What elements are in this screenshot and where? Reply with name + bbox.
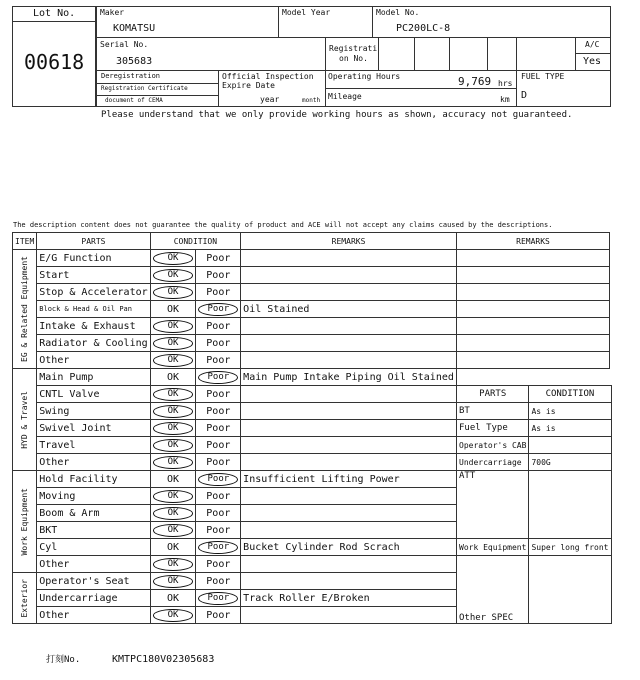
mileage-label: Mileage xyxy=(328,92,362,101)
condition-poor xyxy=(196,522,241,539)
ok-selected-mark: OK xyxy=(153,558,194,571)
table-row xyxy=(13,607,457,624)
part-name: BKT xyxy=(37,522,150,539)
serial-label: Serial No. xyxy=(100,40,149,49)
table-row xyxy=(13,335,457,352)
condition-poor xyxy=(196,420,241,437)
condition-poor xyxy=(196,352,241,369)
condition-poor xyxy=(196,301,241,318)
remark xyxy=(241,250,457,267)
remark xyxy=(241,420,457,437)
blank-row xyxy=(457,267,610,284)
ac-label: A/C xyxy=(585,40,600,49)
table-row xyxy=(13,301,457,318)
condition-poor xyxy=(196,335,241,352)
part-name: Swivel Joint xyxy=(37,420,150,437)
condition-ok xyxy=(150,573,196,590)
part-name: Swing xyxy=(37,403,150,420)
side-row xyxy=(457,471,612,539)
blank-row xyxy=(457,250,610,267)
poor-option: Poor xyxy=(206,456,231,468)
condition-ok xyxy=(150,284,196,301)
part-name: Other xyxy=(37,352,150,369)
condition-poor xyxy=(196,488,241,505)
condition-poor xyxy=(196,590,241,607)
part-name: Other xyxy=(37,607,150,624)
fuel-type-value: D xyxy=(521,90,528,101)
condition-ok xyxy=(150,488,196,505)
poor-option: Poor xyxy=(206,507,231,519)
side-part: Fuel Type xyxy=(457,420,529,437)
condition-poor xyxy=(196,505,241,522)
blank-row xyxy=(457,352,610,369)
group-label: HYD & Travel xyxy=(20,390,30,449)
registration-label-1: Registrati xyxy=(329,44,378,53)
remark xyxy=(241,488,457,505)
header-item: ITEM xyxy=(13,233,37,250)
side-part: BT xyxy=(457,403,529,420)
ok-selected-mark: OK xyxy=(153,252,194,265)
remark xyxy=(241,454,457,471)
condition-poor xyxy=(196,573,241,590)
condition-ok xyxy=(150,437,196,454)
remark xyxy=(241,573,457,590)
remark xyxy=(241,267,457,284)
poor-selected-mark: Poor xyxy=(198,473,238,486)
table-row xyxy=(13,573,457,590)
condition-poor xyxy=(196,250,241,267)
poor-option: Poor xyxy=(206,558,231,570)
part-name: Block & Head & Oil Pan xyxy=(37,301,150,318)
condition-ok xyxy=(150,335,196,352)
condition-ok xyxy=(150,267,196,284)
table-row xyxy=(13,539,457,556)
ok-option: OK xyxy=(167,303,180,315)
part-name: Other xyxy=(37,454,150,471)
blank-row xyxy=(457,284,610,301)
lot-label: Lot No. xyxy=(33,8,76,19)
poor-selected-mark: Poor xyxy=(198,371,238,384)
condition-poor xyxy=(196,437,241,454)
part-name: Hold Facility xyxy=(37,471,150,488)
operating-hours-value: 9,769 xyxy=(458,75,492,88)
condition-ok xyxy=(150,471,196,488)
part-name: Intake & Exhaust xyxy=(37,318,150,335)
stamp-label: 打刻No. xyxy=(46,655,81,665)
blank-cell xyxy=(457,352,610,369)
condition-ok xyxy=(150,250,196,267)
condition-poor xyxy=(196,369,241,386)
blank-cell xyxy=(457,284,610,301)
condition-poor xyxy=(196,403,241,420)
blank-cell xyxy=(457,335,610,352)
condition-poor xyxy=(196,284,241,301)
blank-cell xyxy=(457,318,610,335)
table-row xyxy=(13,522,457,539)
header-remarks: REMARKS xyxy=(241,233,457,250)
condition-poor xyxy=(196,267,241,284)
condition-poor xyxy=(196,318,241,335)
condition-poor xyxy=(196,539,241,556)
blank-row xyxy=(457,335,610,352)
condition-poor xyxy=(196,471,241,488)
side-row xyxy=(457,420,612,437)
side-condition: As is xyxy=(529,403,611,420)
side-part: Operator's CAB xyxy=(457,437,529,454)
remark: Main Pump Intake Piping Oil Stained xyxy=(241,369,457,386)
year-label: year xyxy=(260,95,280,104)
remark xyxy=(241,318,457,335)
table-row xyxy=(13,352,457,369)
side-part: Other SPEC xyxy=(457,556,529,624)
ok-selected-mark: OK xyxy=(153,456,194,469)
part-name: Cyl xyxy=(37,539,150,556)
table-row xyxy=(13,267,457,284)
part-name: E/G Function xyxy=(37,250,150,267)
remark xyxy=(241,556,457,573)
side-condition xyxy=(529,437,611,454)
table-row xyxy=(13,556,457,573)
side-row xyxy=(457,454,612,471)
condition-ok xyxy=(150,607,196,624)
side-condition xyxy=(529,556,611,624)
condition-ok xyxy=(150,301,196,318)
remark xyxy=(241,522,457,539)
poor-option: Poor xyxy=(206,252,231,264)
group-label: Exterior xyxy=(20,578,30,618)
part-name: Stop & Accelerator xyxy=(37,284,150,301)
poor-option: Poor xyxy=(206,337,231,349)
side-header-condition: CONDITION xyxy=(529,386,611,403)
remark xyxy=(241,403,457,420)
condition-ok xyxy=(150,318,196,335)
ok-selected-mark: OK xyxy=(153,575,194,588)
disclaimer: The description content does not guarantee the quality of product and ACE will not accept any claims caused by the descriptions. xyxy=(13,221,553,229)
poor-option: Poor xyxy=(206,269,231,281)
ok-selected-mark: OK xyxy=(153,439,194,452)
part-name: Other xyxy=(37,556,150,573)
side-part: Work Equipment xyxy=(457,539,529,556)
header-remarks-right: REMARKS xyxy=(457,233,610,250)
poor-selected-mark: Poor xyxy=(198,303,238,316)
ok-selected-mark: OK xyxy=(153,269,194,282)
poor-option: Poor xyxy=(206,422,231,434)
side-condition xyxy=(529,471,611,539)
remark xyxy=(241,352,457,369)
side-condition: Super long front xyxy=(529,539,611,556)
poor-option: Poor xyxy=(206,405,231,417)
header-parts: PARTS xyxy=(37,233,150,250)
blank-cell xyxy=(457,250,610,267)
side-remarks-grid xyxy=(456,232,610,369)
condition-ok xyxy=(150,420,196,437)
table-row xyxy=(13,403,457,420)
remark xyxy=(241,386,457,403)
fuel-type-label: FUEL TYPE xyxy=(521,72,565,81)
blank-cell xyxy=(457,267,610,284)
condition-ok xyxy=(150,505,196,522)
registration-certificate-label: Registration Certificate xyxy=(101,85,188,92)
inspection-label-2: Expire Date xyxy=(222,81,275,90)
hrs-unit: hrs xyxy=(498,79,513,88)
side-part: ATT xyxy=(457,471,529,539)
model-year-label: Model Year xyxy=(282,8,331,17)
ok-selected-mark: OK xyxy=(153,507,194,520)
lot-number: 00618 xyxy=(24,50,85,74)
table-row xyxy=(13,318,457,335)
table-row xyxy=(13,284,457,301)
condition-ok xyxy=(150,590,196,607)
table-row xyxy=(13,437,457,454)
poor-option: Poor xyxy=(206,575,231,587)
header-condition: CONDITION xyxy=(150,233,241,250)
blank-cell xyxy=(457,301,610,318)
blank-row xyxy=(457,301,610,318)
condition-ok xyxy=(150,454,196,471)
table-row xyxy=(13,250,457,267)
model-no-value: PC200LC-8 xyxy=(396,23,451,34)
side-part: Undercarriage xyxy=(457,454,529,471)
ok-selected-mark: OK xyxy=(153,388,194,401)
maker-label: Maker xyxy=(100,8,125,17)
part-name: Boom & Arm xyxy=(37,505,150,522)
remark xyxy=(241,437,457,454)
ok-selected-mark: OK xyxy=(153,490,194,503)
side-parts-grid xyxy=(456,385,612,624)
ok-selected-mark: OK xyxy=(153,422,194,435)
model-no-label: Model No. xyxy=(376,8,420,17)
table-row xyxy=(13,505,457,522)
part-name: Start xyxy=(37,267,150,284)
maker-value: KOMATSU xyxy=(113,23,156,34)
ok-option: OK xyxy=(167,592,180,604)
condition-ok xyxy=(150,539,196,556)
condition-poor xyxy=(196,386,241,403)
month-label: month xyxy=(302,97,321,104)
inspection-grid xyxy=(12,232,457,624)
ok-selected-mark: OK xyxy=(153,405,194,418)
part-name: Travel xyxy=(37,437,150,454)
part-name: Operator's Seat xyxy=(37,573,150,590)
inspection-label-1: Official Inspection xyxy=(222,72,314,81)
remark xyxy=(241,284,457,301)
poor-selected-mark: Poor xyxy=(198,592,238,605)
side-condition: 700G xyxy=(529,454,611,471)
side-row xyxy=(457,556,612,624)
registration-label-2: on No. xyxy=(339,54,368,63)
ok-selected-mark: OK xyxy=(153,524,194,537)
poor-option: Poor xyxy=(206,439,231,451)
operating-hours-label: Operating Hours xyxy=(328,72,401,81)
poor-option: Poor xyxy=(206,286,231,298)
poor-option: Poor xyxy=(206,524,231,536)
ok-selected-mark: OK xyxy=(153,609,194,622)
condition-poor xyxy=(196,556,241,573)
part-name: Moving xyxy=(37,488,150,505)
part-name: Radiator & Cooling xyxy=(37,335,150,352)
blank-row xyxy=(457,318,610,335)
group-label: Work Equipment xyxy=(20,487,30,556)
ok-option: OK xyxy=(167,473,180,485)
poor-option: Poor xyxy=(206,609,231,621)
table-row xyxy=(13,590,457,607)
ac-value: Yes xyxy=(583,56,602,67)
ok-option: OK xyxy=(167,541,180,553)
side-row xyxy=(457,437,612,454)
table-row xyxy=(13,420,457,437)
remark xyxy=(241,607,457,624)
remark xyxy=(241,335,457,352)
ok-selected-mark: OK xyxy=(153,286,194,299)
table-row xyxy=(13,386,457,403)
remark: Track Roller E/Broken xyxy=(241,590,457,607)
group-label: EG & Related Equipment xyxy=(20,256,30,362)
side-condition: As is xyxy=(529,420,611,437)
table-row xyxy=(13,471,457,488)
side-header-parts: PARTS xyxy=(457,386,529,403)
poor-option: Poor xyxy=(206,320,231,332)
serial-value: 305683 xyxy=(116,56,153,67)
cema-label: document of CEMA xyxy=(105,97,163,104)
remark: Insufficient Lifting Power xyxy=(241,471,457,488)
condition-poor xyxy=(196,607,241,624)
table-row xyxy=(13,488,457,505)
stamp-number: KMTPC180V02305683 xyxy=(112,654,215,665)
side-row xyxy=(457,539,612,556)
part-name: CNTL Valve xyxy=(37,386,150,403)
part-name: Main Pump xyxy=(37,369,150,386)
ok-selected-mark: OK xyxy=(153,354,194,367)
part-name: Undercarriage xyxy=(37,590,150,607)
side-row xyxy=(457,403,612,420)
table-row xyxy=(13,369,457,386)
poor-option: Poor xyxy=(206,354,231,366)
table-row xyxy=(13,454,457,471)
condition-ok xyxy=(150,369,196,386)
poor-selected-mark: Poor xyxy=(198,541,238,554)
km-unit: km xyxy=(500,95,510,104)
ok-selected-mark: OK xyxy=(153,337,194,350)
condition-ok xyxy=(150,386,196,403)
poor-option: Poor xyxy=(206,490,231,502)
ok-selected-mark: OK xyxy=(153,320,194,333)
remark xyxy=(241,505,457,522)
hours-notice: Please understand that we only provide working hours as shown, accuracy not guaranteed. xyxy=(101,110,573,120)
remark: Bucket Cylinder Rod Scrach xyxy=(241,539,457,556)
deregistration-label: Deregistration xyxy=(101,72,161,80)
condition-ok xyxy=(150,352,196,369)
condition-ok xyxy=(150,556,196,573)
condition-poor xyxy=(196,454,241,471)
poor-option: Poor xyxy=(206,388,231,400)
condition-ok xyxy=(150,522,196,539)
ok-option: OK xyxy=(167,371,180,383)
remark: Oil Stained xyxy=(241,301,457,318)
condition-ok xyxy=(150,403,196,420)
